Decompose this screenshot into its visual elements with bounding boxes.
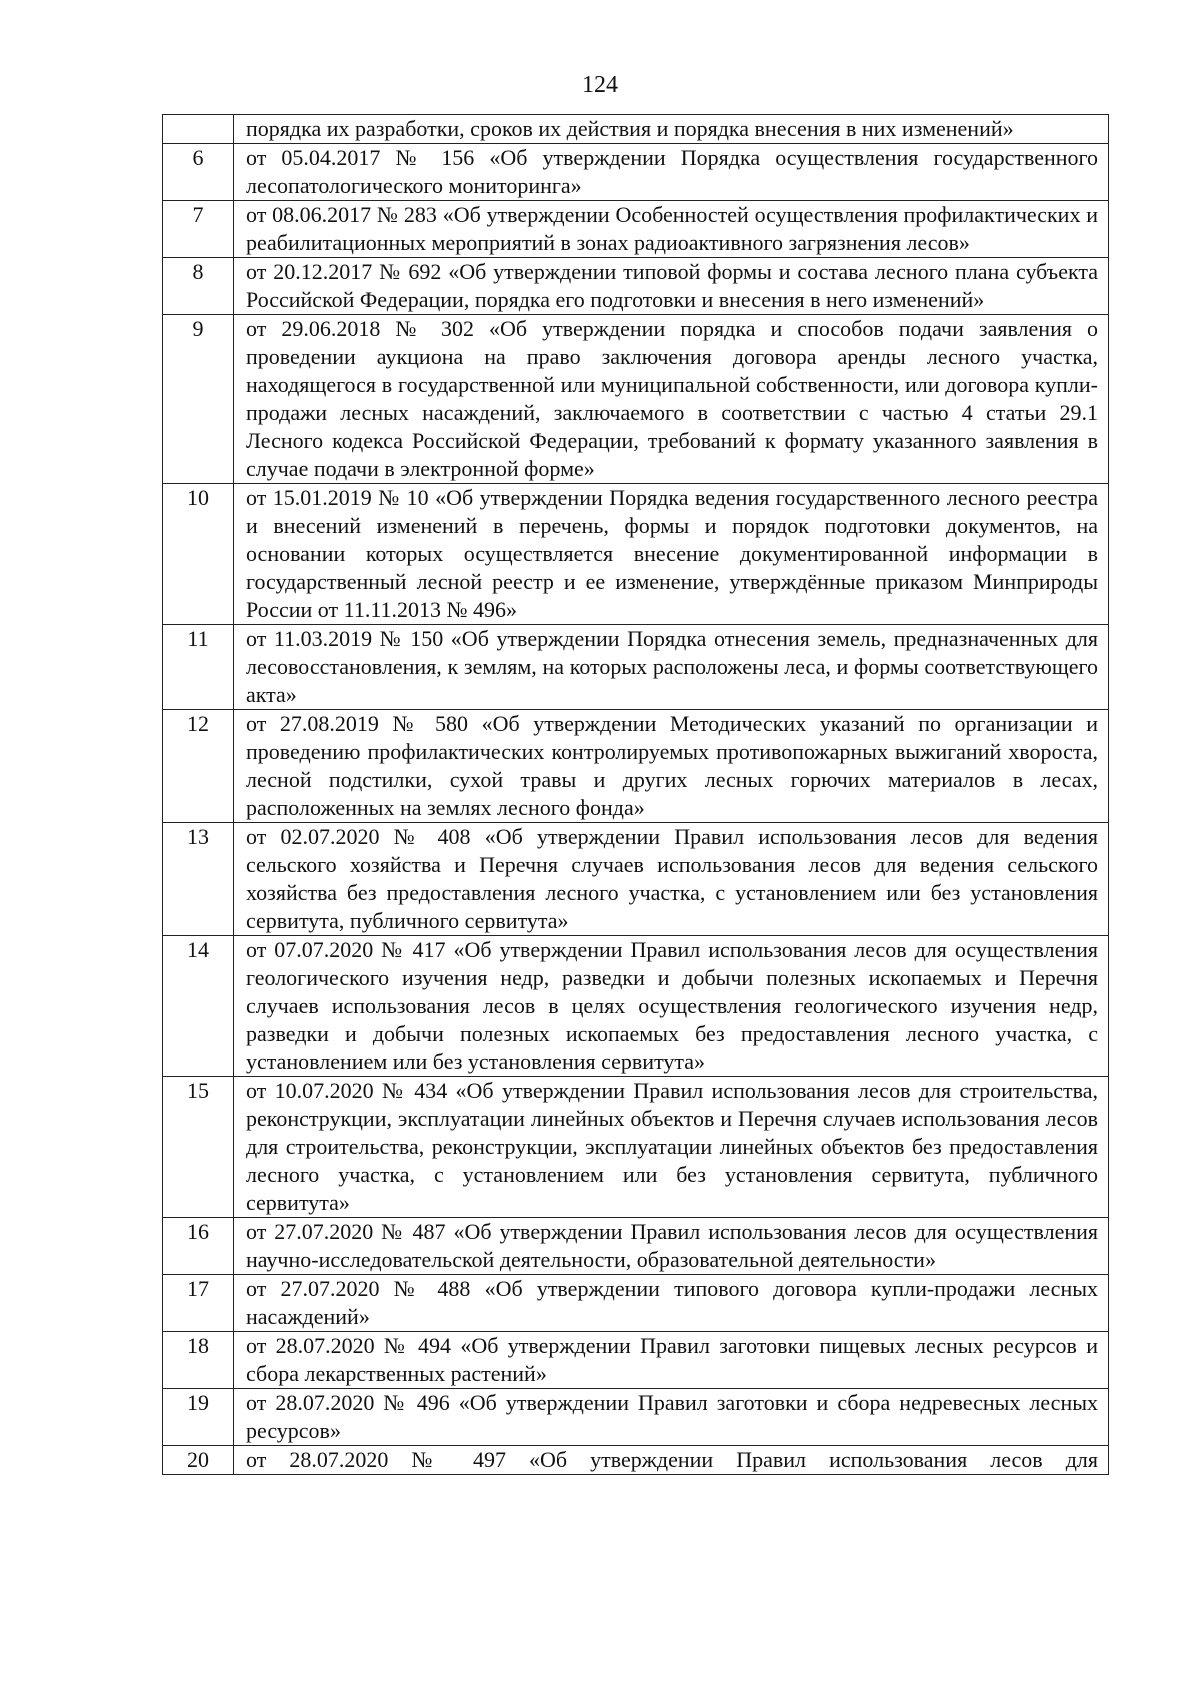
page-number: 124 xyxy=(582,72,618,98)
table-row xyxy=(163,1275,1109,1332)
row-text: от 02.07.2020 № 408 «Об утверждении Правил использования лесов для ведения сельского хозяйства и Перечня случаев использования лесов для ведения сельского хозяйства без предоставления лесного участка, с установлением или без установления сервитута, публичного сервитута» xyxy=(234,823,1109,936)
table-row xyxy=(163,1218,1109,1275)
row-text: от 10.07.2020 № 434 «Об утверждении Правил использования лесов для строительства, реконструкции, эксплуатации линейных объектов и Перечня случаев использования лесов для строительства, реконструкции, эксплуатации линейных объектов без предоставления лесного участка, с установлением или без установления сервитута, публичного сервитута» xyxy=(234,1077,1109,1218)
row-text: от 27.08.2019 № 580 «Об утверждении Методических указаний по организации и проведению профилактических контролируемых противопожарных выжиганий хвороста, лесной подстилки, сухой травы и других лесных горючих материалов в лесах, расположенных на землях лесного фонда» xyxy=(234,710,1109,823)
row-text: порядка их разработки, сроков их действия и порядка внесения в них изменений» xyxy=(234,115,1109,144)
table-row xyxy=(163,823,1109,936)
row-text: от 08.06.2017 № 283 «Об утверждении Особенностей осуществления профилактических и реабилитационных мероприятий в зонах радиоактивного загрязнения лесов» xyxy=(234,201,1109,258)
row-text: от 28.07.2020 № 494 «Об утверждении Правил заготовки пищевых лесных ресурсов и сбора лекарственных растений» xyxy=(234,1332,1109,1389)
table-row xyxy=(163,1389,1109,1446)
table-row xyxy=(163,258,1109,315)
table-row xyxy=(163,115,1109,144)
row-text: от 28.07.2020 № 497 «Об утверждении Правил использования лесов для xyxy=(234,1446,1109,1475)
table-row xyxy=(163,625,1109,710)
row-number: 12 xyxy=(163,710,234,823)
row-number: 6 xyxy=(163,144,234,201)
row-number: 15 xyxy=(163,1077,234,1218)
row-number: 19 xyxy=(163,1389,234,1446)
row-number: 14 xyxy=(163,936,234,1077)
table-row xyxy=(163,1332,1109,1389)
row-number: 9 xyxy=(163,315,234,484)
row-number: 8 xyxy=(163,258,234,315)
orders-table xyxy=(162,114,1109,1475)
row-text: от 11.03.2019 № 150 «Об утверждении Порядка отнесения земель, предназначенных для лесовосстановления, к землям, на которых расположены леса, и формы соответствующего акта» xyxy=(234,625,1109,710)
row-number: 10 xyxy=(163,484,234,625)
row-text: от 05.04.2017 № 156 «Об утверждении Порядка осуществления государственного лесопатологического мониторинга» xyxy=(234,144,1109,201)
table-row xyxy=(163,144,1109,201)
table-row xyxy=(163,936,1109,1077)
row-number: 13 xyxy=(163,823,234,936)
row-number xyxy=(163,115,234,144)
table-row xyxy=(163,484,1109,625)
row-text: от 27.07.2020 № 487 «Об утверждении Правил использования лесов для осуществления научно-исследовательской деятельности, образовательной деятельности» xyxy=(234,1218,1109,1275)
row-text: от 15.01.2019 № 10 «Об утверждении Порядка ведения государственного лесного реестра и внесений изменений в перечень, формы и порядок подготовки документов, на основании которых осуществляется внесение документированной информации в государственный лесной реестр и ее изменение, утверждённые приказом Минприроды России от 11.11.2013 № 496» xyxy=(234,484,1109,625)
row-text: от 07.07.2020 № 417 «Об утверждении Правил использования лесов для осуществления геологического изучения недр, разведки и добычи полезных ископаемых и Перечня случаев использования лесов в целях осуществления геологического изучения недр, разведки и добычи полезных ископаемых без предоставления лесного участка, с установлением или без установления сервитута» xyxy=(234,936,1109,1077)
row-number: 18 xyxy=(163,1332,234,1389)
row-number: 16 xyxy=(163,1218,234,1275)
row-text: от 28.07.2020 № 496 «Об утверждении Правил заготовки и сбора недревесных лесных ресурсов» xyxy=(234,1389,1109,1446)
row-number: 11 xyxy=(163,625,234,710)
row-number: 17 xyxy=(163,1275,234,1332)
row-text: от 29.06.2018 № 302 «Об утверждении порядка и способов подачи заявления о проведении аукциона на право заключения договора аренды лесного участка, находящегося в государственной или муниципальной собственности, или договора купли-продажи лесных насаждений, заключаемого в соответствии с частью 4 статьи 29.1 Лесного кодекса Российской Федерации, требований к формату указанного заявления в случае подачи в электронной форме» xyxy=(234,315,1109,484)
table-row xyxy=(163,1446,1109,1475)
table-row xyxy=(163,201,1109,258)
row-text: от 20.12.2017 № 692 «Об утверждении типовой формы и состава лесного плана субъекта Российской Федерации, порядка его подготовки и внесения в него изменений» xyxy=(234,258,1109,315)
row-number: 20 xyxy=(163,1446,234,1475)
table-row xyxy=(163,315,1109,484)
table-row xyxy=(163,1077,1109,1218)
row-number: 7 xyxy=(163,201,234,258)
row-text: от 27.07.2020 № 488 «Об утверждении типового договора купли-продажи лесных насаждений» xyxy=(234,1275,1109,1332)
table-row xyxy=(163,710,1109,823)
